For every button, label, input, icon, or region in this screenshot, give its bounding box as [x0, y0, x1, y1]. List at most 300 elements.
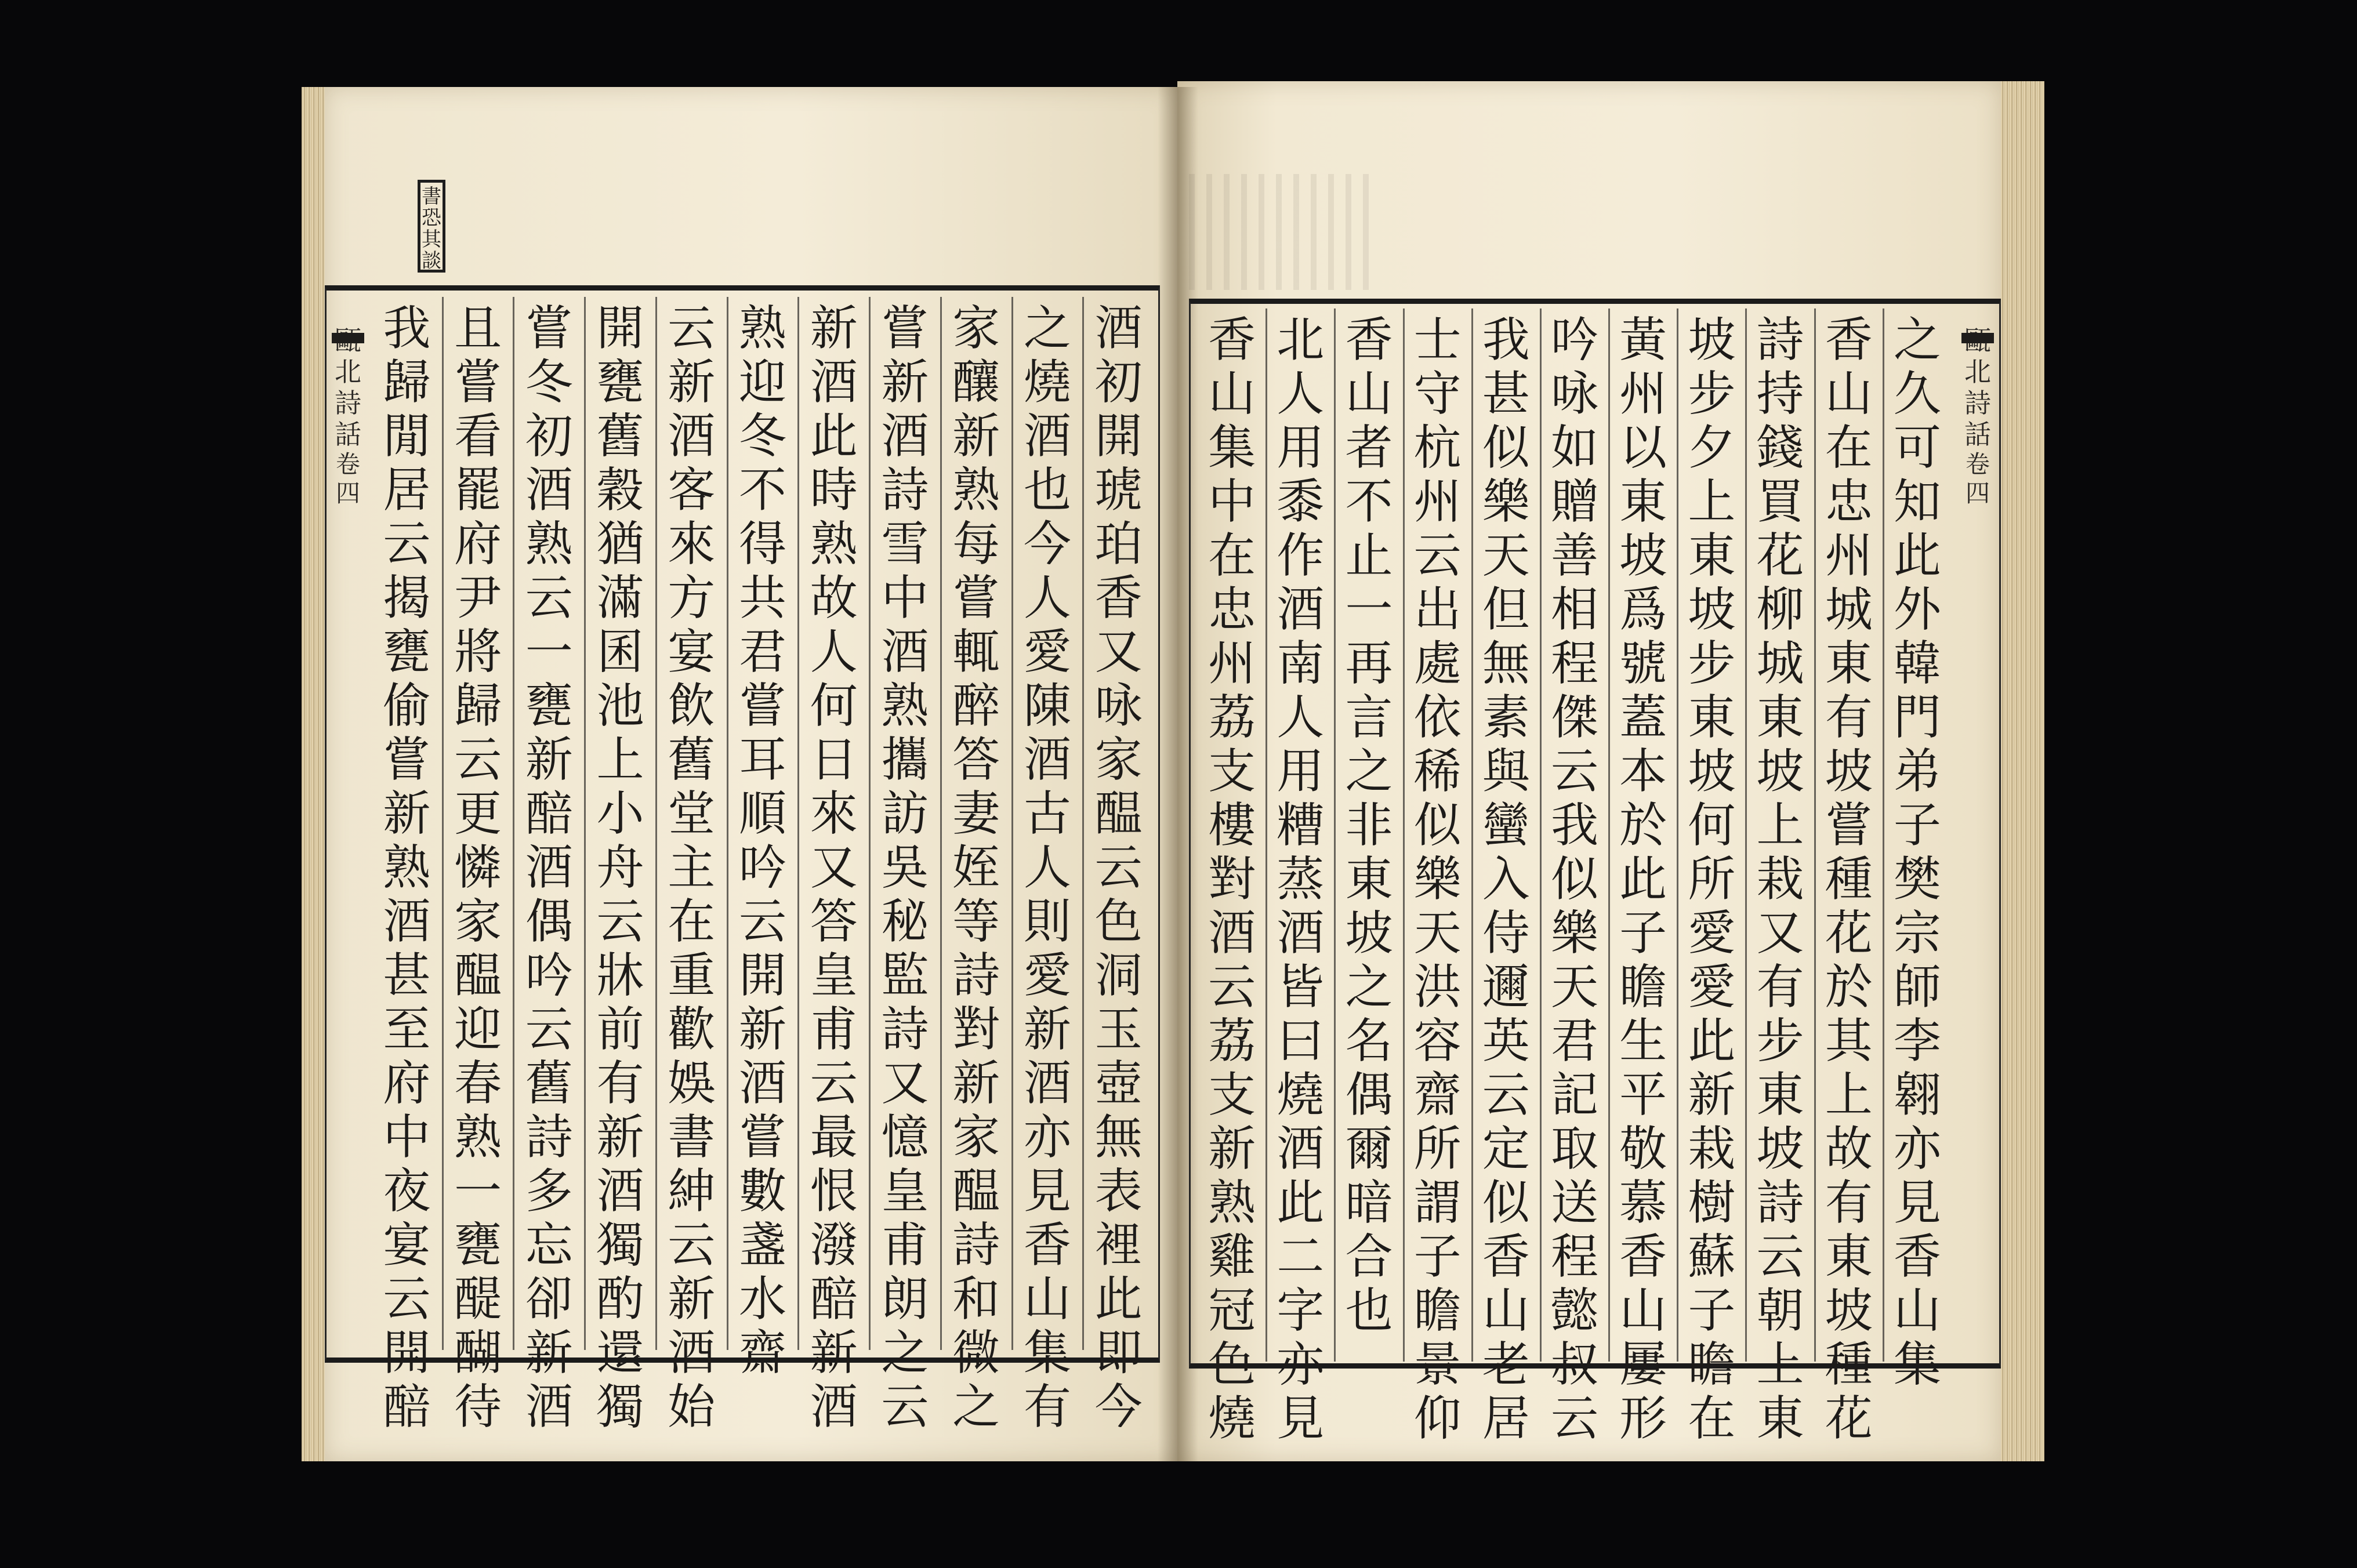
glyph: 守	[1413, 366, 1462, 422]
glyph: 酒	[668, 1326, 716, 1381]
glyph: 新	[525, 1326, 573, 1381]
glyph: 甚	[1482, 366, 1530, 422]
glyph: 東	[1345, 852, 1393, 907]
glyph: 似	[1482, 420, 1530, 476]
right-margin-volume	[1966, 450, 1990, 508]
glyph: 又	[1756, 906, 1804, 961]
glyph: 侍	[1482, 906, 1530, 961]
glyph: 蘇	[1688, 1229, 1736, 1284]
glyph: 酒	[881, 625, 929, 680]
glyph: 酒	[525, 463, 573, 518]
glyph: 數	[738, 1164, 786, 1219]
glyph: 酒	[1023, 1056, 1071, 1111]
glyph: 宴	[383, 1218, 431, 1273]
glyph: 云	[668, 1218, 716, 1273]
header-glyph: 其	[422, 228, 441, 251]
glyph: 花	[1825, 1391, 1873, 1446]
glyph: 言	[1345, 690, 1393, 745]
glyph: 東	[1688, 528, 1736, 583]
glyph: 一	[454, 1164, 502, 1219]
glyph: 瞻	[1413, 1283, 1462, 1338]
glyph: 又	[1094, 625, 1143, 680]
glyph: 中	[383, 1110, 431, 1165]
glyph: 不	[738, 463, 786, 518]
glyph: 名	[1345, 1014, 1393, 1069]
glyph: 坡	[1619, 528, 1667, 583]
glyph: 和	[952, 1272, 1000, 1327]
text-column	[371, 302, 443, 1434]
glyph: 州	[1619, 366, 1667, 422]
glyph: 醅	[383, 1380, 431, 1435]
glyph: 主	[668, 840, 716, 895]
glyph: 再	[1345, 636, 1393, 691]
right-margin-title-text	[1964, 325, 1991, 450]
fishtail-mark	[332, 333, 364, 343]
glyph: 此	[1688, 1014, 1736, 1069]
glyph: 朗	[881, 1272, 929, 1327]
glyph: 者	[1345, 420, 1393, 476]
glyph: 集	[1208, 420, 1256, 476]
glyph: 齋	[738, 1326, 786, 1381]
glyph: 家	[1094, 732, 1143, 787]
glyph: 天	[1413, 906, 1462, 961]
glyph: 新	[810, 1326, 858, 1381]
glyph: 黍	[1277, 474, 1325, 529]
glyph: 云	[1756, 1229, 1804, 1284]
glyph: 作	[1277, 528, 1325, 583]
glyph: 開	[383, 1326, 431, 1381]
header-glyph: 書	[422, 185, 441, 208]
glyph: 答	[810, 894, 858, 949]
glyph: 東	[1619, 474, 1667, 529]
glyph: 詩	[881, 463, 929, 518]
glyph: 李	[1893, 1014, 1941, 1069]
glyph: 用	[1277, 420, 1325, 476]
glyph: 酒	[810, 355, 858, 410]
glyph: 處	[1413, 636, 1462, 691]
glyph: 云	[1413, 528, 1462, 583]
glyph: 甕	[525, 678, 573, 734]
glyph: 人	[1023, 571, 1071, 626]
left-header-label	[418, 180, 445, 273]
glyph: 迎	[738, 355, 786, 410]
glyph: 牀	[596, 948, 644, 1003]
glyph: 支	[1208, 1068, 1256, 1123]
glyph: 迎	[454, 1002, 502, 1057]
glyph: 嘗	[383, 732, 431, 787]
glyph: 之	[881, 1326, 929, 1381]
glyph: 士	[1413, 313, 1462, 368]
glyph: 色	[1208, 1337, 1256, 1392]
glyph: 何	[1688, 798, 1736, 853]
glyph: 韓	[1893, 636, 1941, 691]
glyph: 酒	[525, 840, 573, 895]
glyph: 冬	[525, 355, 573, 410]
glyph: 來	[810, 786, 858, 841]
text-column	[1404, 313, 1472, 1446]
glyph: 相	[1550, 582, 1598, 637]
glyph: 之	[1893, 313, 1941, 368]
glyph: 得	[738, 517, 786, 572]
glyph: 人	[1277, 366, 1325, 422]
glyph: 天	[1482, 528, 1530, 583]
glyph: 所	[1413, 1121, 1462, 1177]
glyph: 有	[1825, 1175, 1873, 1231]
text-column	[1540, 313, 1609, 1446]
glyph: 外	[1893, 582, 1941, 637]
glyph: 醅	[810, 1272, 858, 1327]
glyph: 冠	[1208, 1283, 1256, 1338]
glyph: 樂	[1482, 474, 1530, 529]
glyph: 忠	[1825, 474, 1873, 529]
glyph: 山	[1825, 366, 1873, 422]
glyph: 詩	[952, 948, 1000, 1003]
glyph: 出	[1413, 582, 1462, 637]
glyph: 香	[1825, 313, 1873, 368]
glyph: 秘	[881, 894, 929, 949]
glyph: 一	[525, 625, 573, 680]
glyph: 此	[1893, 528, 1941, 583]
glyph: 坡	[1756, 744, 1804, 799]
glyph: 有	[596, 1056, 644, 1111]
glyph: 云	[525, 571, 573, 626]
glyph: 憐	[454, 840, 502, 895]
glyph: 坡	[1825, 744, 1873, 799]
glyph: 皆	[1277, 960, 1325, 1015]
glyph: 日	[810, 732, 858, 787]
glyph: 非	[1345, 798, 1393, 853]
glyph: 洪	[1413, 960, 1462, 1015]
glyph: 看	[454, 409, 502, 464]
left-margin-title	[331, 325, 365, 508]
glyph: 熟	[738, 301, 786, 356]
glyph: 嘗	[881, 301, 929, 356]
margin-glyph: 詩	[335, 387, 361, 419]
glyph: 姪	[952, 840, 1000, 895]
margin-glyph: 卷	[335, 450, 360, 478]
glyph: 師	[1893, 960, 1941, 1015]
glyph: 始	[668, 1380, 716, 1435]
glyph: 微	[952, 1326, 1000, 1381]
glyph: 新	[952, 409, 1000, 464]
glyph: 合	[1345, 1229, 1393, 1284]
glyph: 燒	[1277, 1068, 1325, 1123]
glyph: 亦	[1023, 1110, 1071, 1165]
text-column	[1609, 313, 1677, 1446]
glyph: 酒	[738, 1056, 786, 1111]
text-column	[727, 302, 799, 1380]
bleed-through-marks	[1189, 174, 1375, 290]
glyph: 程	[1550, 636, 1598, 691]
glyph: 娛	[668, 1056, 716, 1111]
glyph: 初	[525, 409, 573, 464]
glyph: 每	[952, 517, 1000, 572]
glyph: 云	[596, 894, 644, 949]
glyph: 皇	[881, 1164, 929, 1219]
glyph: 耳	[738, 732, 786, 787]
glyph: 坡	[1756, 1121, 1804, 1177]
glyph: 多	[525, 1164, 573, 1219]
glyph: 揭	[383, 571, 431, 626]
glyph: 新	[668, 355, 716, 410]
text-column	[1472, 313, 1540, 1446]
glyph: 君	[1550, 1014, 1598, 1069]
glyph: 云	[454, 732, 502, 787]
glyph: 又	[881, 1056, 929, 1111]
glyph: 北	[1277, 313, 1325, 368]
glyph: 似	[1482, 1175, 1530, 1231]
text-column	[798, 302, 869, 1434]
glyph: 山	[1345, 366, 1393, 422]
glyph: 子	[1893, 798, 1941, 853]
glyph: 糟	[1277, 798, 1325, 853]
glyph: 云	[668, 301, 716, 356]
glyph: 陳	[1023, 678, 1071, 734]
glyph: 故	[1825, 1121, 1873, 1177]
glyph: 醐	[454, 1326, 502, 1381]
glyph: 答	[952, 732, 1000, 787]
glyph: 瞻	[1619, 960, 1667, 1015]
glyph: 有	[1756, 960, 1804, 1015]
glyph: 酒	[668, 409, 716, 464]
glyph: 洞	[1094, 948, 1143, 1003]
glyph: 尹	[454, 571, 502, 626]
glyph: 嘗	[454, 355, 502, 410]
margin-glyph: 北	[1964, 356, 1991, 387]
margin-glyph: 北	[335, 356, 361, 387]
glyph: 輒	[952, 625, 1000, 680]
glyph: 杭	[1413, 420, 1462, 476]
glyph: 弟	[1893, 744, 1941, 799]
glyph: 香	[1023, 1218, 1071, 1273]
margin-glyph: 四	[335, 479, 360, 507]
glyph: 東	[1756, 1068, 1804, 1123]
glyph: 懿	[1550, 1283, 1598, 1338]
glyph: 愛	[1688, 960, 1736, 1015]
glyph: 定	[1482, 1121, 1530, 1177]
glyph: 樂	[1413, 852, 1462, 907]
text-column	[1677, 313, 1746, 1446]
glyph: 琥	[1094, 463, 1143, 518]
glyph: 香	[1208, 313, 1256, 368]
glyph: 熟	[454, 1110, 502, 1165]
glyph: 香	[1482, 1229, 1530, 1284]
glyph: 云	[1208, 960, 1256, 1015]
glyph: 最	[810, 1110, 858, 1165]
glyph: 罷	[454, 463, 502, 518]
glyph: 人	[1023, 840, 1071, 895]
text-column	[1746, 313, 1814, 1446]
glyph: 無	[1482, 636, 1530, 691]
glyph: 山	[1023, 1272, 1071, 1327]
glyph: 其	[1825, 1014, 1873, 1069]
glyph: 此	[810, 409, 858, 464]
glyph: 滿	[596, 571, 644, 626]
glyph: 舊	[596, 409, 644, 464]
glyph: 酒	[1277, 1121, 1325, 1177]
glyph: 依	[1413, 690, 1462, 745]
glyph: 錢	[1756, 420, 1804, 476]
glyph: 號	[1619, 636, 1667, 691]
glyph: 熟	[952, 463, 1000, 518]
glyph: 新	[738, 1002, 786, 1057]
glyph: 此	[1094, 1272, 1143, 1327]
glyph: 新	[668, 1272, 716, 1327]
glyph: 今	[1023, 517, 1071, 572]
glyph: 栽	[1688, 1121, 1736, 1177]
glyph: 香	[1345, 313, 1393, 368]
glyph: 嘗	[952, 571, 1000, 626]
glyph: 可	[1893, 420, 1941, 476]
glyph: 之	[1023, 301, 1071, 356]
glyph: 初	[1094, 355, 1143, 410]
glyph: 東	[1688, 690, 1736, 745]
glyph: 監	[881, 948, 929, 1003]
glyph: 似	[1550, 852, 1598, 907]
glyph: 吳	[881, 840, 929, 895]
glyph: 酒	[525, 1380, 573, 1435]
glyph: 入	[1482, 852, 1530, 907]
glyph: 形	[1619, 1391, 1667, 1446]
text-column	[585, 302, 656, 1434]
glyph: 持	[1756, 366, 1804, 422]
glyph: 壺	[1094, 1056, 1143, 1111]
glyph: 亦	[1277, 1337, 1325, 1392]
glyph: 雪	[881, 517, 929, 572]
glyph: 歸	[454, 678, 502, 734]
text-column	[1012, 302, 1083, 1434]
glyph: 吟	[738, 840, 786, 895]
glyph: 水	[738, 1272, 786, 1327]
glyph: 蒸	[1277, 852, 1325, 907]
glyph: 送	[1550, 1175, 1598, 1231]
glyph: 故	[810, 571, 858, 626]
glyph: 在	[1688, 1391, 1736, 1446]
glyph: 容	[1413, 1014, 1462, 1069]
glyph: 云	[1550, 1391, 1598, 1446]
glyph: 釀	[952, 355, 1000, 410]
glyph: 樊	[1893, 852, 1941, 907]
glyph: 忘	[525, 1218, 573, 1273]
glyph: 東	[1756, 690, 1804, 745]
glyph: 君	[738, 625, 786, 680]
glyph: 二	[1277, 1229, 1325, 1284]
glyph: 云	[738, 894, 786, 949]
glyph: 詩	[1756, 1175, 1804, 1231]
glyph: 見	[1893, 1175, 1941, 1231]
glyph: 憶	[881, 1110, 929, 1165]
glyph: 醖	[454, 948, 502, 1003]
text-column	[513, 302, 585, 1434]
glyph: 翱	[1893, 1068, 1941, 1123]
glyph: 珀	[1094, 517, 1143, 572]
glyph: 開	[596, 301, 644, 356]
glyph: 家	[952, 301, 1000, 356]
glyph: 偷	[383, 678, 431, 734]
glyph: 客	[668, 463, 716, 518]
glyph: 甫	[881, 1218, 929, 1273]
glyph: 醅	[525, 786, 573, 841]
left-margin-title-text	[335, 325, 361, 450]
glyph: 上	[1756, 798, 1804, 853]
glyph: 樓	[1208, 798, 1256, 853]
glyph: 對	[1208, 852, 1256, 907]
glyph: 程	[1550, 1229, 1598, 1284]
glyph: 愛	[1023, 948, 1071, 1003]
glyph: 熟	[525, 517, 573, 572]
text-column	[1198, 313, 1266, 1446]
glyph: 即	[1094, 1326, 1143, 1381]
glyph: 攜	[881, 732, 929, 787]
glyph: 順	[738, 786, 786, 841]
glyph: 還	[596, 1326, 644, 1381]
glyph: 酒	[1208, 906, 1256, 961]
glyph: 樹	[1688, 1175, 1736, 1231]
glyph: 英	[1482, 1014, 1530, 1069]
glyph: 時	[810, 463, 858, 518]
glyph: 嘗	[738, 678, 786, 734]
glyph: 熟	[383, 840, 431, 895]
margin-glyph: 卷	[1965, 450, 1990, 478]
glyph: 甚	[383, 948, 431, 1003]
glyph: 裡	[1094, 1218, 1143, 1273]
glyph: 東	[1825, 1229, 1873, 1284]
glyph: 新	[952, 1056, 1000, 1111]
glyph: 所	[1688, 852, 1736, 907]
glyph: 宴	[668, 625, 716, 680]
glyph: 燒	[1208, 1391, 1256, 1446]
glyph: 新	[1208, 1121, 1256, 1177]
glyph: 咏	[1094, 678, 1143, 734]
glyph: 且	[454, 301, 502, 356]
glyph: 新	[1688, 1068, 1736, 1123]
glyph: 之	[1345, 744, 1393, 799]
glyph: 我	[1482, 313, 1530, 368]
glyph: 步	[1688, 636, 1736, 691]
glyph: 對	[952, 1002, 1000, 1057]
glyph: 人	[810, 625, 858, 680]
glyph: 山	[1482, 1283, 1530, 1338]
glyph: 表	[1094, 1164, 1143, 1219]
glyph: 本	[1619, 744, 1667, 799]
text-column	[656, 302, 727, 1434]
glyph: 不	[1345, 474, 1393, 529]
glyph: 甕	[454, 1218, 502, 1273]
glyph: 步	[1756, 1014, 1804, 1069]
text-column	[941, 302, 1012, 1434]
left-margin-volume	[336, 450, 360, 508]
glyph: 燒	[1023, 355, 1071, 410]
glyph: 堂	[668, 786, 716, 841]
glyph: 新	[596, 1110, 644, 1165]
glyph: 上	[1825, 1068, 1873, 1123]
glyph: 南	[1277, 636, 1325, 691]
text-column	[1335, 313, 1403, 1338]
margin-glyph: 四	[1965, 479, 1990, 507]
glyph: 等	[952, 894, 1000, 949]
text-column	[869, 302, 941, 1434]
glyph: 叔	[1550, 1337, 1598, 1392]
glyph: 府	[383, 1056, 431, 1111]
glyph: 詩	[952, 1218, 1000, 1273]
glyph: 上	[1688, 474, 1736, 529]
glyph: 山	[1208, 366, 1256, 422]
glyph: 有	[1023, 1380, 1071, 1435]
glyph: 集	[1023, 1326, 1071, 1381]
glyph: 嘗	[525, 301, 573, 356]
glyph: 生	[1619, 1014, 1667, 1069]
glyph: 酒	[1094, 301, 1143, 356]
